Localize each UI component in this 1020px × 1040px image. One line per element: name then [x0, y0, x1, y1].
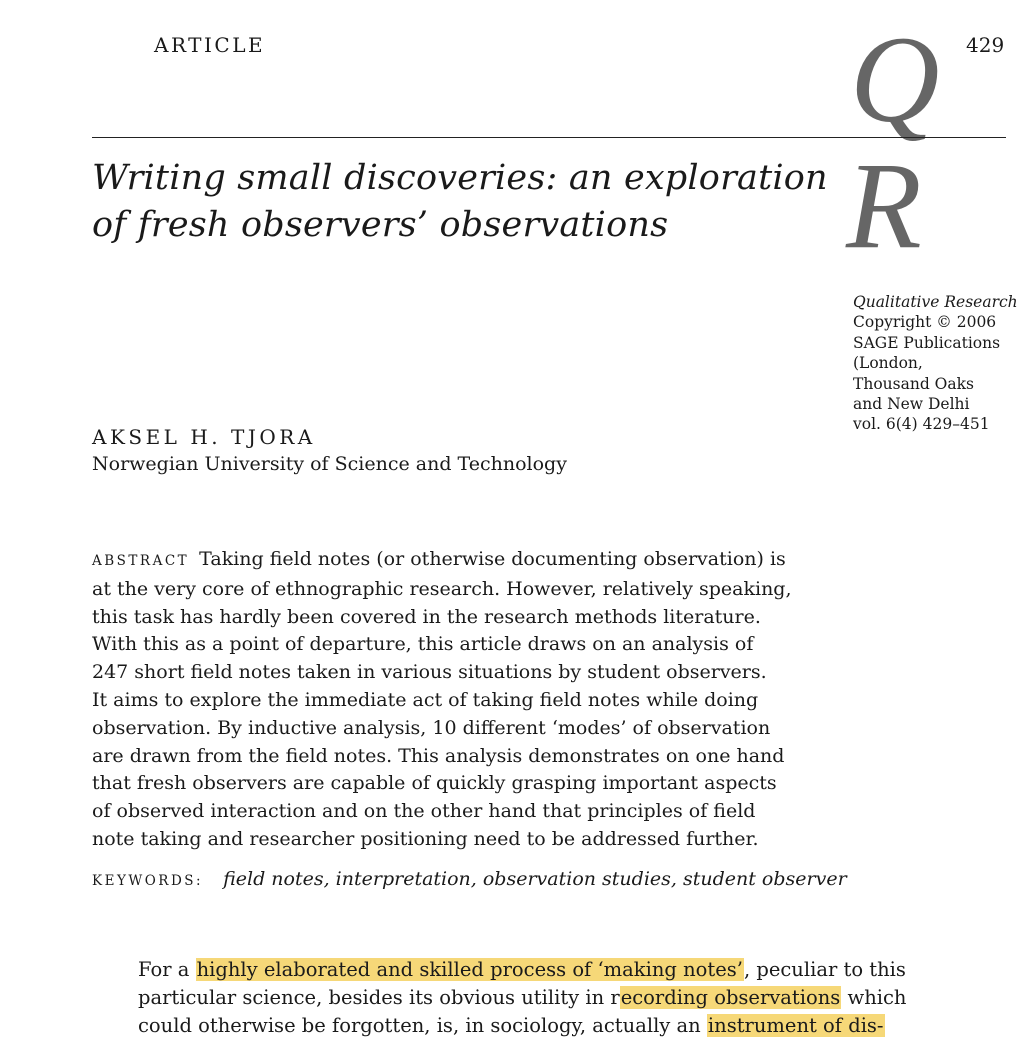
body-line [138, 1012, 898, 1040]
abstract-line: observation. By inductive analysis, 10 different ‘modes’ of observation [92, 716, 771, 739]
journal-logo-q: Q [850, 11, 940, 148]
publication-line: and New Delhi [853, 395, 970, 414]
publication-line: (London, [853, 354, 923, 373]
abstract-text: Taking field notes (or otherwise documenting observation) is [199, 548, 786, 570]
keywords [92, 868, 847, 890]
article-title-line-1: Writing small discoveries: an exploration [92, 158, 828, 198]
section-label: ARTICLE [154, 33, 266, 57]
abstract-line: are drawn from the field notes. This analysis demonstrates on one hand [92, 744, 785, 767]
highlighted-text[interactable]: instrument of dis- [707, 1014, 884, 1037]
body-text: particular science, besides its obvious utility in r [138, 986, 620, 1009]
abstract-line: note taking and researcher positioning need to be addressed further. [92, 827, 759, 850]
publication-line: Thousand Oaks [853, 374, 974, 393]
highlighted-text[interactable]: ecording observations [620, 986, 841, 1009]
body-text: which [841, 986, 907, 1009]
keywords-label: KEYWORDS: [92, 873, 204, 889]
abstract-line: at the very core of ethnographic research. However, relatively speaking, [92, 577, 792, 600]
abstract-line: that fresh observers are capable of quickly grasping important aspects [92, 772, 777, 795]
highlighted-text[interactable]: highly elaborated and skilled process of ‘making notes’ [196, 958, 743, 981]
journal-logo-r: R [846, 137, 922, 274]
publication-line: Copyright © 2006 [853, 313, 997, 332]
abstract-line: this task has hardly been covered in the research methods literature. [92, 605, 761, 628]
page-number: 429 [966, 33, 1005, 57]
body-text: could otherwise be forgotten, is, in sociology, actually an [138, 1014, 707, 1037]
body-line [138, 956, 906, 984]
body-text: , peculiar to this [743, 958, 906, 981]
abstract-line: 247 short field notes taken in various situations by student observers. [92, 661, 767, 684]
abstract-line: of observed interaction and on the other hand that principles of field [92, 800, 756, 823]
header-rule [92, 137, 1006, 138]
publication-line: vol. 6(4) 429–451 [853, 415, 990, 434]
body-paragraph [138, 956, 907, 1040]
author-name: AKSEL H. TJORA [92, 425, 316, 449]
abstract-line: With this as a point of departure, this article draws on an analysis of [92, 633, 754, 656]
body-text: For a [138, 958, 196, 981]
article-title-line-2: of fresh observers’ observations [92, 205, 669, 245]
author-affiliation: Norwegian University of Science and Technology [92, 453, 567, 475]
abstract [92, 546, 792, 854]
publication-info [853, 292, 1018, 435]
abstract-line: It aims to explore the immediate act of taking field notes while doing [92, 688, 759, 711]
abstract-label: ABSTRACT [92, 553, 190, 569]
keywords-text: field notes, interpretation, observation studies, student observer [223, 868, 847, 890]
body-line [138, 984, 907, 1012]
journal-name: Qualitative Research [853, 293, 1018, 311]
publication-line: SAGE Publications [853, 333, 1001, 352]
abstract-line [92, 546, 792, 576]
